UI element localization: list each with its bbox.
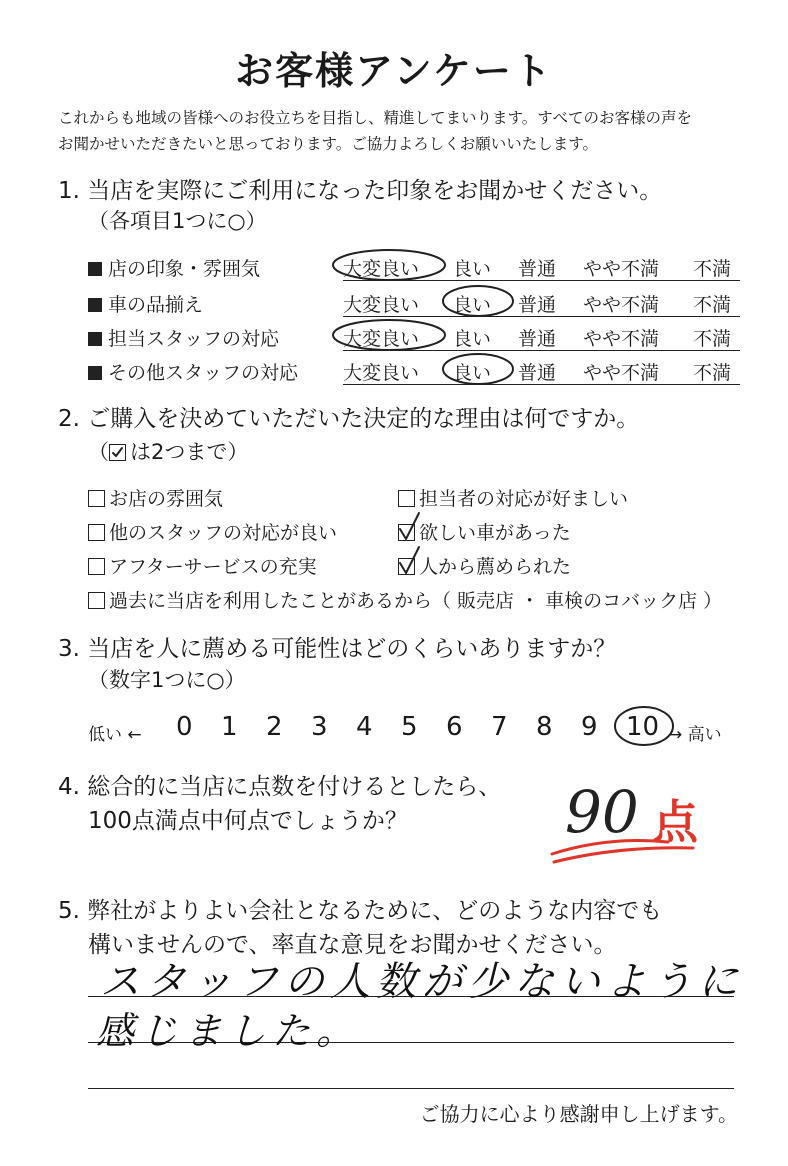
scale-number[interactable]: 3 <box>311 712 328 742</box>
q1-option[interactable]: 不満 <box>693 258 732 280</box>
scale-number[interactable]: 5 <box>401 712 418 742</box>
page-title: お客様アンケート <box>235 49 553 93</box>
checked-box-icon[interactable] <box>398 524 415 541</box>
circled-answer-mark <box>440 349 516 389</box>
score-underline-marks <box>548 828 698 868</box>
q5-answer-line-2: 感じました。 <box>96 1009 361 1053</box>
intro-line-1: これからも地域の皆様へのお役立ちを目指し、精進してまいります。すべてのお客様の声を <box>58 109 692 127</box>
q1-row-options <box>343 290 740 317</box>
q1-option[interactable]: 不満 <box>693 362 732 384</box>
q1-row-label <box>88 254 260 281</box>
footer-thanks: ご協力に心より感謝申し上げます。 <box>419 1102 738 1126</box>
q1-note: （各項目1つに○） <box>88 209 267 233</box>
scale-number[interactable]: 1 <box>221 712 238 742</box>
checked-box-icon[interactable] <box>398 558 415 575</box>
q2-checkbox-item[interactable] <box>398 552 571 579</box>
intro-line-2: お聞かせいただきたいと思っております。ご協力よろしくお願いいたします。 <box>58 135 599 153</box>
q2-item-label: 過去に当店を利用したことがあるから（ 販売店 ・ 車検のコバック店 ） <box>109 590 723 612</box>
q1-option[interactable]: 良い <box>453 294 492 316</box>
q2-item-label: アフターサービスの充実 <box>109 556 317 578</box>
q2-checkbox-item[interactable] <box>398 518 571 545</box>
q2-item-label: 人から薦められた <box>419 556 572 578</box>
q1-row <box>88 250 740 280</box>
q1-row <box>88 286 740 316</box>
circled-answer-mark <box>330 245 448 285</box>
circled-answer-mark <box>440 281 516 321</box>
q1-option[interactable]: 大変良い <box>343 258 420 280</box>
q1-text: 1. 当店を実際にご利用になった印象をお聞かせください。 <box>58 178 663 204</box>
q1-option[interactable]: やや不満 <box>583 362 660 384</box>
square-bullet-icon <box>88 366 102 380</box>
scale-number[interactable]: 9 <box>581 712 598 742</box>
q1-option[interactable]: 不満 <box>693 294 732 316</box>
q2-checkbox-item[interactable] <box>88 484 223 511</box>
checkbox-icon[interactable] <box>88 592 105 609</box>
q2-item-label: 欲しい車があった <box>419 522 571 544</box>
q1-option[interactable]: 普通 <box>518 328 557 350</box>
q5-text: 5. 弊社がよりよい会社となるために、どのような内容でも <box>58 898 663 924</box>
scale-number[interactable]: 2 <box>266 712 283 742</box>
scale-number[interactable]: 8 <box>536 712 553 742</box>
q2-checkbox-item[interactable] <box>88 552 317 579</box>
scale-number[interactable]: 10 <box>626 712 660 742</box>
q4-score-value: 90 <box>565 778 639 846</box>
square-bullet-icon <box>88 332 102 346</box>
q1-row-label-text: 店の印象・雰囲気 <box>108 258 261 280</box>
q3-scale <box>88 712 738 748</box>
q1-row-options <box>343 358 740 385</box>
scale-number[interactable]: 0 <box>176 712 193 742</box>
q1-row <box>88 354 740 384</box>
q2-note: （ は2つまで） <box>88 440 249 464</box>
q1-row-label <box>88 358 298 385</box>
q5-text-2: 構いませんので、率直な意見をお聞かせください。 <box>88 932 617 958</box>
answer-line-3 <box>88 1088 734 1089</box>
q2-checkbox-item[interactable] <box>88 586 722 613</box>
circled-answer-mark <box>330 315 448 355</box>
q1-option[interactable]: やや不満 <box>583 328 660 350</box>
q2-checkbox-item[interactable] <box>398 484 628 511</box>
q2-item-label: 担当者の対応が好ましい <box>419 488 629 510</box>
checkbox-icon <box>109 444 126 461</box>
q1-row-options <box>343 254 740 281</box>
q3-text: 3. 当店を人に薦める可能性はどのくらいありますか？ <box>58 636 617 662</box>
square-bullet-icon <box>88 298 102 312</box>
scale-number[interactable]: 7 <box>491 712 508 742</box>
q1-option[interactable]: 良い <box>453 328 492 350</box>
q1-option[interactable]: 大変良い <box>343 294 420 316</box>
q1-row-label-text: 車の品揃え <box>108 294 204 316</box>
q1-option[interactable]: 普通 <box>518 362 557 384</box>
q1-row-options <box>343 324 740 351</box>
checkbox-icon[interactable] <box>88 524 105 541</box>
checkbox-icon[interactable] <box>398 490 415 507</box>
q2-item-label: お店の雰囲気 <box>109 488 224 510</box>
q2-item-label: 他のスタッフの対応が良い <box>109 522 338 544</box>
q1-option[interactable]: 普通 <box>518 258 557 280</box>
q1-option[interactable]: やや不満 <box>583 258 660 280</box>
q1-option[interactable]: 普通 <box>518 294 557 316</box>
q1-row-label-text: 担当スタッフの対応 <box>108 328 280 350</box>
q1-option[interactable]: 良い <box>453 258 492 280</box>
checkbox-icon[interactable] <box>88 490 105 507</box>
scale-number[interactable]: 4 <box>356 712 373 742</box>
q1-option[interactable]: 良い <box>453 362 492 384</box>
q1-row-label <box>88 324 279 351</box>
q5-answer-line-1: スタッフの人数が少ないように <box>100 959 744 1005</box>
check-mark <box>397 511 427 545</box>
q1-option[interactable]: 不満 <box>693 328 732 350</box>
check-mark <box>397 545 427 579</box>
q4-score-unit: 点 <box>652 795 698 849</box>
scale-low-label: 低い ← <box>88 725 142 745</box>
q1-row <box>88 320 740 350</box>
q1-option[interactable]: 大変良い <box>343 362 420 384</box>
q4-text-2: 100点満点中何点でしょうか？ <box>88 808 408 834</box>
circled-answer-mark <box>612 704 676 752</box>
q1-option[interactable]: やや不満 <box>583 294 660 316</box>
checkbox-icon[interactable] <box>88 558 105 575</box>
q3-note: （数字1つに○） <box>88 668 246 692</box>
q4-text: 4. 総合的に当店に点数を付けるとしたら、 <box>58 774 502 800</box>
scale-number[interactable]: 6 <box>446 712 463 742</box>
q1-option[interactable]: 大変良い <box>343 328 420 350</box>
scale-high-label: → 高い <box>668 725 722 745</box>
q2-checkbox-item[interactable] <box>88 518 337 545</box>
q2-text: 2. ご購入を決めていただいた決定的な理由は何ですか。 <box>58 406 640 432</box>
q1-row-label-text: その他スタッフの対応 <box>108 362 299 384</box>
q1-row-label <box>88 290 203 317</box>
square-bullet-icon <box>88 262 102 276</box>
